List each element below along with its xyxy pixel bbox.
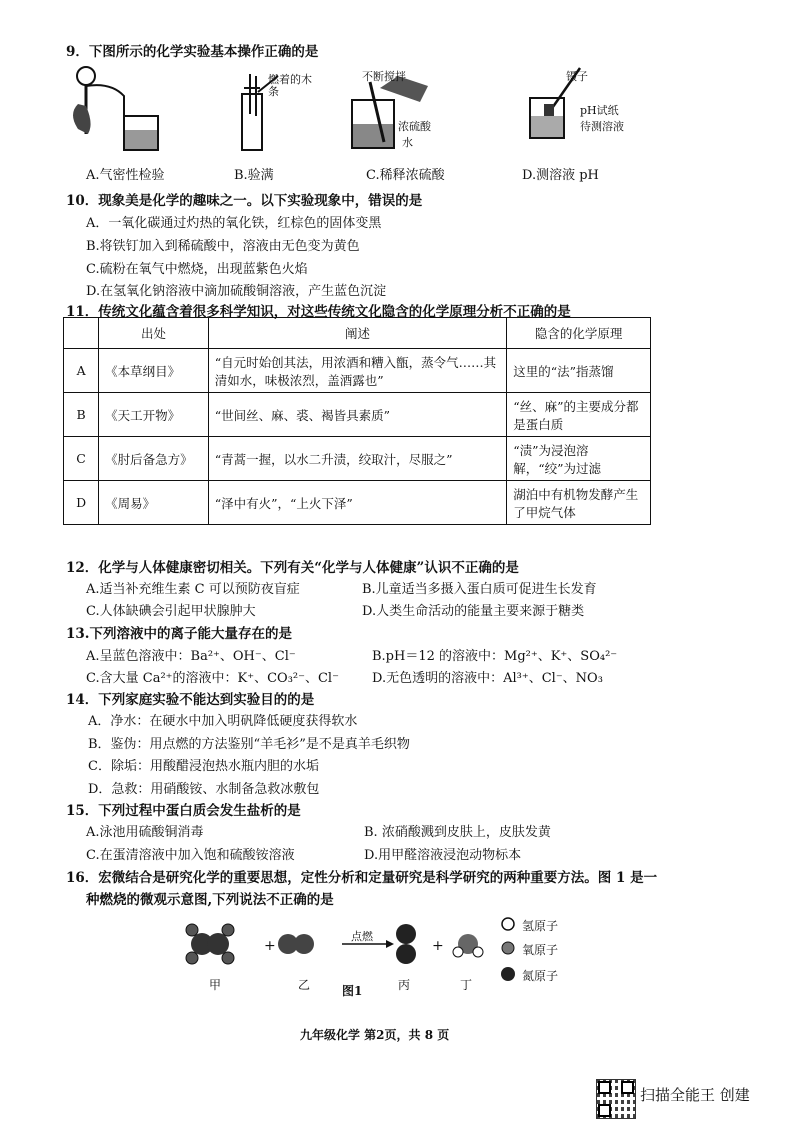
q11-row-source: 《本草纲目》 (99, 349, 209, 393)
q16-figure-caption: 图1 (342, 984, 363, 998)
q9-label-acid: 浓硫酸 (398, 120, 431, 133)
q11-header-source: 出处 (99, 318, 209, 349)
nitrogen-atom-icon (501, 967, 515, 981)
q10-option-a: A．一氧化碳通过灼热的氧化铁，红棕色的固体变黑 (86, 216, 382, 231)
q11-row-principle: “渍”为浸泡溶解，“绞”为过滤 (507, 437, 651, 481)
q16-plus-2: + (432, 938, 444, 954)
q14-option-a: A．净水：在硬水中加入明矾降低硬度获得软水 (88, 714, 358, 729)
table-row (64, 349, 651, 393)
q13-option-a: A.呈蓝色溶液中：Ba²⁺、OH⁻、Cl⁻ (86, 649, 296, 664)
qr-code-icon (596, 1079, 636, 1119)
q11-row-text: “自元时始创其法，用浓酒和糟入甑，蒸令气……其清如水，味极浓烈，盖酒露也” (208, 349, 507, 393)
q14-option-b: B．鉴伪：用点燃的方法鉴别“羊毛衫”是不是真羊毛织物 (88, 737, 410, 752)
table-row (64, 481, 651, 525)
watermark-text: 扫描全能王 创建 (640, 1086, 750, 1104)
q9-label-tweezers: 镊子 (566, 70, 588, 83)
q9-option-a: A.气密性检验 (86, 168, 165, 183)
q13-option-c: C.含大量 Ca²⁺的溶液中：K⁺、CO₃²⁻、Cl⁻ (86, 671, 339, 686)
q16-legend-oxygen: 氧原子 (522, 943, 559, 957)
q16-reaction-diagram (180, 912, 500, 982)
q11-row-principle: 湖泊中有机物发酵产生了甲烷气体 (507, 481, 651, 525)
q10-option-b: B.将铁钉加入到稀硫酸中，溶液由无色变为黄色 (86, 239, 360, 254)
q11-row-source: 《周易》 (99, 481, 209, 525)
q16-legend-icons (500, 916, 520, 986)
q9-stem: 9．下图所示的化学实验基本操作正确的是 (66, 44, 319, 60)
q9-label-water: 水 (402, 136, 413, 149)
q9-option-b: B.验满 (234, 168, 274, 183)
q11-row-key: A (64, 349, 99, 393)
q13-option-b: B.pH＝12 的溶液中：Mg²⁺、K⁺、SO₄²⁻ (372, 649, 618, 664)
q11-row-key: B (64, 393, 99, 437)
q14-option-d: D．急救：用硝酸铵、水制备急救冰敷包 (88, 782, 320, 797)
q9-option-d: D.测溶液 pH (522, 168, 599, 183)
q16-stem-line1: 16．宏微结合是研究化学的重要思想，定性分析和定量研究是科学研究的两种重要方法。图 1 是一 (66, 870, 658, 886)
table-row (64, 437, 651, 481)
q11-row-text: “泽中有火”，“上火下泽” (208, 481, 507, 525)
molecule-jia (186, 924, 234, 964)
q16-stem-line2: 种燃烧的微观示意图,下列说法不正确的是 (86, 892, 334, 908)
q14-option-c: C．除垢：用酸醋浸泡热水瓶内胆的水垢 (88, 759, 319, 774)
q16-condition: 点燃 (351, 930, 373, 943)
q12-option-c: C.人体缺碘会引起甲状腺肿大 (86, 604, 256, 619)
q11-row-source: 《天工开物》 (99, 393, 209, 437)
molecule-ding (453, 934, 483, 957)
q11-header-text: 阐述 (208, 318, 507, 349)
q12-stem: 12．化学与人体健康密切相关。下列有关“化学与人体健康”认识不正确的是 (66, 560, 519, 576)
q16-plus-1: + (264, 938, 276, 954)
q10-stem: 10．现象美是化学的趣味之一。以下实验现象中，错误的是 (66, 193, 423, 209)
q9-label-stir: 不断搅拌 (362, 70, 406, 83)
q11-stem: 11．传统文化蕴含着很多科学知识，对这些传统文化隐含的化学原理分析不正确的是 (66, 304, 571, 320)
q12-option-b: B.儿童适当多摄入蛋白质可促进生长发育 (362, 582, 597, 597)
q12-option-d: D.人类生命活动的能量主要来源于糖类 (362, 604, 585, 619)
q11-row-principle: 这里的“法”指蒸馏 (507, 349, 651, 393)
table-row (64, 393, 651, 437)
q11-row-principle: “丝、麻”的主要成分都是蛋白质 (507, 393, 651, 437)
q9-figure-c (350, 72, 440, 156)
q10-option-d: D.在氢氧化钠溶液中滴加硫酸铜溶液，产生蓝色沉淀 (86, 284, 387, 299)
q11-row-text: “青蒿一握，以水二升渍，绞取汁，尽服之” (208, 437, 507, 481)
oxygen-atom-icon (502, 942, 514, 954)
q9-label-ph-paper: pH试纸 (580, 104, 619, 117)
q11-header-principle: 隐含的化学原理 (507, 318, 651, 349)
q14-stem: 14．下列家庭实验不能达到实验目的的是 (66, 692, 315, 708)
q9-figure-a (64, 64, 184, 154)
q9-option-c: C.稀释浓硫酸 (366, 168, 445, 183)
q16-label-jia: 甲 (209, 978, 222, 992)
q16-label-ding: 丁 (460, 978, 473, 992)
q11-row-source: 《肘后备急方》 (99, 437, 209, 481)
page-footer: 九年级化学 第2页，共 8 页 (300, 1028, 450, 1042)
q11-row-key: D (64, 481, 99, 525)
q15-option-a: A.泳池用硫酸铜消毒 (86, 825, 204, 840)
q13-stem: 13.下列溶液中的离子能大量存在的是 (66, 626, 292, 642)
q16-label-yi: 乙 (298, 978, 311, 992)
q15-option-c: C.在蛋清溶液中加入饱和硫酸铵溶液 (86, 848, 295, 863)
q13-option-d: D.无色透明的溶液中：Al³⁺、Cl⁻、NO₃ (372, 671, 603, 686)
hydrogen-atom-icon (502, 918, 514, 930)
q11-row-key: C (64, 437, 99, 481)
q16-label-bing: 丙 (398, 978, 411, 992)
q15-option-b: B. 浓硝酸溅到皮肤上，皮肤发黄 (364, 825, 551, 840)
q10-option-c: C.硫粉在氧气中燃烧，出现蓝紫色火焰 (86, 262, 308, 277)
q11-header-blank (64, 318, 99, 349)
q15-stem: 15．下列过程中蛋白质会发生盐析的是 (66, 803, 301, 819)
q11-table (63, 317, 651, 525)
q11-row-text: “世间丝、麻、裘、褐皆具素质” (208, 393, 507, 437)
q9-label-wood: 燃着的木条 (268, 73, 312, 98)
q16-legend-hydrogen: 氢原子 (522, 919, 559, 933)
q16-legend-nitrogen: 氮原子 (522, 969, 559, 983)
molecule-bing (396, 924, 416, 964)
q12-option-a: A.适当补充维生素 C 可以预防夜盲症 (86, 582, 300, 597)
q15-option-d: D.用甲醛溶液浸泡动物标本 (364, 848, 522, 863)
q9-label-test-solution: 待测溶液 (580, 120, 624, 133)
molecule-yi (278, 934, 314, 954)
